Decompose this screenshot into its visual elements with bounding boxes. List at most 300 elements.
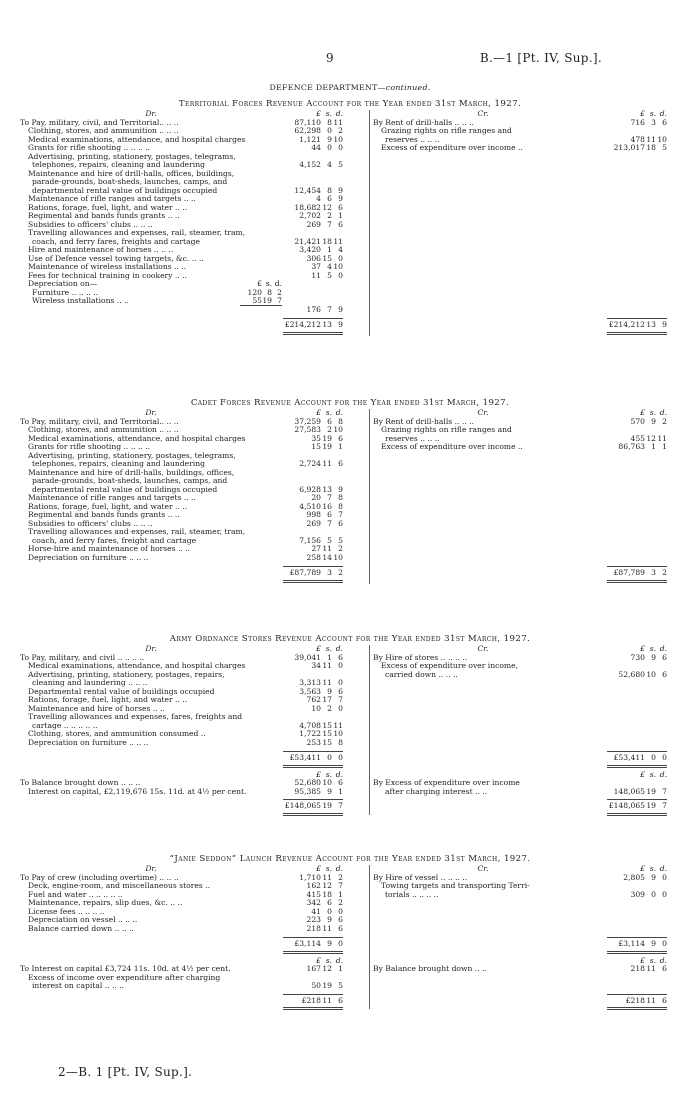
debit-ledger-row xyxy=(20,443,365,452)
entry-description: Fees for technical training in cookery .. .. xyxy=(28,271,187,280)
pence-value: d. xyxy=(335,864,343,873)
entry-description: Rations, forage, fuel, light, and water .. .. xyxy=(28,203,188,212)
entry-amount xyxy=(607,443,667,452)
account-section xyxy=(20,98,680,338)
entry-description: Depreciation on furniture .. .. .. xyxy=(28,553,149,562)
account-title: Cadet Forces Revenue Account for the Year ended 31st March, 1927. xyxy=(190,398,510,408)
shillings-value: 6 xyxy=(327,194,332,203)
entry-description: Advertising, printing, stationery, postages, telegrams, xyxy=(28,451,236,460)
shillings-value: 0 xyxy=(327,126,332,135)
entry-amount xyxy=(283,443,343,452)
pence-value: 2 xyxy=(338,898,343,907)
credit-ledger-row xyxy=(373,965,680,974)
entry-description: reserves .. .. .. xyxy=(385,135,440,144)
total-rule xyxy=(607,751,667,752)
pounds-value: 1,710 xyxy=(299,872,321,882)
account-title: Army Ordnance Stores Revenue Account for the Year ended 31st March, 1927. xyxy=(169,634,531,644)
pounds-value: 12,454 xyxy=(294,185,321,195)
entry-description: Regimental and bands funds grants .. .. xyxy=(28,212,180,220)
pence-value: 7 xyxy=(662,801,667,810)
department-suffix: —continued. xyxy=(377,83,431,92)
pounds-value: 34 xyxy=(311,661,321,670)
total-amount xyxy=(283,997,343,1006)
pounds-value: 86,763 xyxy=(618,442,645,451)
entry-amount xyxy=(283,925,343,934)
debit-ledger-row xyxy=(20,272,365,281)
debit-ledger-row xyxy=(20,221,365,230)
pence-value: 1 xyxy=(338,786,343,796)
pence-value: d. xyxy=(659,644,667,653)
shillings-value: 18 xyxy=(322,889,332,899)
credit-total-row xyxy=(373,802,680,811)
entry-amount xyxy=(607,891,667,900)
column-divider xyxy=(369,865,370,1009)
debit-ledger-row xyxy=(20,520,365,529)
entry-description: Towing targets and transporting Terri- xyxy=(381,882,530,890)
debit-ledger-row xyxy=(20,144,365,153)
total-rule xyxy=(283,566,343,567)
debit-ledger-row xyxy=(20,965,365,974)
pounds-value: 2,702 xyxy=(299,211,321,220)
pounds-value: 148,065 xyxy=(613,786,645,796)
shillings-value: 19 xyxy=(322,801,332,810)
total-double-rule xyxy=(283,332,343,335)
pence-value: 11 xyxy=(333,720,343,730)
debit-label: Dr. xyxy=(145,645,157,653)
pounds-value: 223 xyxy=(306,915,321,924)
shillings-value: 14 xyxy=(322,552,332,562)
shillings-value: 15 xyxy=(322,720,332,730)
pounds-value: £214,212 xyxy=(284,320,321,329)
shillings-value: 9 xyxy=(327,786,332,796)
pounds-value: £53,411 xyxy=(289,753,321,762)
pounds-value: £148,065 xyxy=(608,801,645,810)
shillings-value: 19 xyxy=(646,786,656,796)
pounds-value: 2,805 xyxy=(623,872,645,882)
pounds-value: £3,114 xyxy=(294,939,321,948)
entry-amount xyxy=(283,554,343,563)
pence-value: 0 xyxy=(338,703,343,713)
total-amount xyxy=(607,997,667,1006)
pence-value: 0 xyxy=(338,270,343,280)
entry-description: after charging interest .. .. xyxy=(385,787,488,796)
total-rule xyxy=(607,799,667,800)
shillings-value: 6 xyxy=(327,510,332,519)
shillings-value: s. xyxy=(649,864,656,873)
entry-description: Furniture .. .. .. .. xyxy=(32,288,99,297)
ledger-columns xyxy=(20,645,680,817)
department-title: DEFENCE DEPARTMENT xyxy=(269,83,378,92)
shillings-value: 12 xyxy=(322,881,332,890)
shillings-value: 4 xyxy=(327,262,332,271)
entry-description: cartage .. .. .. .. .. xyxy=(32,721,98,730)
entry-description: Advertising, printing, stationery, postages, telegrams, xyxy=(28,152,236,161)
debit-label: Dr. xyxy=(145,409,157,417)
pence-value: 0 xyxy=(338,143,343,152)
pence-value: 6 xyxy=(338,923,343,933)
credit-total-row xyxy=(373,940,680,949)
pence-value: d. xyxy=(274,279,282,288)
shillings-value: 1 xyxy=(651,442,656,451)
account-title: Territorial Forces Revenue Account for the Year ended 31st March, 1927. xyxy=(178,99,522,109)
debit-ledger-row xyxy=(20,306,365,315)
shillings-value: 11 xyxy=(322,678,332,687)
entry-description: License fees .. .. .. .. xyxy=(28,907,105,916)
pounds-value: 50 xyxy=(311,981,321,990)
pence-value: d. xyxy=(659,864,667,873)
entry-amount xyxy=(283,705,343,714)
entry-description: cleaning and laundering .. .. .. xyxy=(32,679,148,687)
entry-description: Maintenance and hire of drill-halls, offices, buildings, xyxy=(28,169,235,178)
shillings-value: s. xyxy=(325,408,332,417)
pence-value: 6 xyxy=(662,117,667,127)
shillings-value: s. xyxy=(649,408,656,417)
total-double-rule xyxy=(607,813,667,816)
currency-header-row xyxy=(373,771,680,780)
account-title: “Janie Seddon” Launch Revenue Account for the Year ended 31st March, 1927. xyxy=(169,854,531,864)
credit-total-row xyxy=(373,569,680,578)
pounds-value: 52,680 xyxy=(618,669,645,679)
pounds-value: 218 xyxy=(630,964,645,973)
entry-amount xyxy=(283,272,343,281)
pence-value: 0 xyxy=(338,753,343,762)
pence-value: 9 xyxy=(662,320,667,329)
pence-value: 10 xyxy=(333,552,343,562)
pounds-value: £ xyxy=(316,955,321,965)
shillings-value: 5 xyxy=(327,270,332,280)
pence-value: 10 xyxy=(333,262,343,271)
entry-description: Travelling allowances and expenses, rail, steamer, tram, xyxy=(28,528,246,536)
pence-value: 5 xyxy=(662,143,667,152)
shillings-value: s. xyxy=(325,644,332,653)
pounds-value: £ xyxy=(257,279,262,288)
entry-description: To Pay, military, and civil .. .. .. .. xyxy=(20,653,145,662)
pence-value: 1 xyxy=(338,442,343,451)
total-rule xyxy=(283,318,343,319)
currency-header xyxy=(607,771,667,780)
pounds-value: 87,110 xyxy=(294,117,321,127)
pence-value: 11 xyxy=(657,433,667,443)
shillings-value: 1 xyxy=(327,245,332,254)
credit-label: Cr. xyxy=(477,110,489,118)
entry-amount xyxy=(607,119,667,128)
pence-value: 6 xyxy=(338,459,343,468)
pence-value: 10 xyxy=(333,425,343,434)
pence-value: 6 xyxy=(338,652,343,662)
pounds-value: £ xyxy=(316,109,321,118)
pence-value: 11 xyxy=(333,236,343,246)
pence-value: 6 xyxy=(662,964,667,973)
shillings-value: 8 xyxy=(327,117,332,127)
credit-ledger-row xyxy=(373,144,680,153)
page-number: 9 xyxy=(326,51,334,65)
entry-description: parade-grounds, boat-sheds, launches, camps, and xyxy=(32,477,228,485)
account-section xyxy=(20,397,680,586)
pounds-value: £218 xyxy=(625,995,645,1005)
pence-value: d. xyxy=(335,955,343,965)
pence-value: 2 xyxy=(277,287,282,297)
debit-ledger-row xyxy=(20,280,365,289)
column-divider xyxy=(369,645,370,815)
shillings-value: 11 xyxy=(322,923,332,933)
debit-total-row xyxy=(20,802,365,811)
column-divider xyxy=(369,409,370,584)
pounds-value: 218 xyxy=(306,923,321,933)
shillings-value: 7 xyxy=(327,304,332,314)
pence-value: 6 xyxy=(662,995,667,1005)
pounds-value: 4 xyxy=(316,194,321,203)
pence-value: 6 xyxy=(662,669,667,679)
total-double-rule xyxy=(283,951,343,954)
pounds-value: 55 xyxy=(252,296,262,305)
entry-description: reserves .. .. .. xyxy=(385,434,440,443)
pence-value: 7 xyxy=(338,695,343,704)
entry-amount xyxy=(283,965,343,974)
total-amount xyxy=(283,802,343,811)
credit-ledger-row xyxy=(373,654,680,663)
entry-amount xyxy=(283,788,343,797)
pence-value: 9 xyxy=(338,304,343,314)
pence-value: 7 xyxy=(662,786,667,796)
pence-value: 6 xyxy=(338,433,343,443)
shillings-value: 7 xyxy=(327,219,332,229)
debit-ledger-row xyxy=(20,788,365,797)
credit-total-row xyxy=(373,754,680,763)
debit-ledger-row xyxy=(20,982,365,991)
entry-amount xyxy=(607,788,667,797)
shillings-value: 11 xyxy=(322,872,332,882)
total-amount xyxy=(607,802,667,811)
pence-value: 7 xyxy=(338,801,343,810)
entry-description: departmental rental value of buildings occupied xyxy=(32,485,218,494)
shillings-value: 16 xyxy=(322,501,332,511)
entry-description: Advertising, printing, stationery, postages, repairs, xyxy=(28,670,225,679)
shillings-value: 19 xyxy=(322,433,332,443)
entry-description: To Pay, military, civil, and Territorial.. .. .. xyxy=(20,118,179,127)
pounds-value: £218 xyxy=(301,995,321,1005)
entry-amount xyxy=(607,654,667,663)
total-amount xyxy=(607,754,667,763)
pounds-value: 3,420 xyxy=(299,245,321,254)
entry-amount xyxy=(283,520,343,529)
credit-ledger-row xyxy=(373,671,680,680)
entry-amount xyxy=(283,161,343,170)
pounds-value: £ xyxy=(640,769,645,779)
entry-description: By Rent of drill-halls .. .. .. xyxy=(373,417,474,426)
entry-description: Medical examinations, attendance, and hospital charges xyxy=(28,434,246,443)
shillings-value: 17 xyxy=(322,695,332,704)
pounds-value: 415 xyxy=(306,889,321,899)
document-reference: B.—1 [Pt. IV, Sup.]. xyxy=(479,51,602,65)
shillings-value: s. xyxy=(649,644,656,653)
shillings-value: 3 xyxy=(651,568,656,577)
shillings-value: 19 xyxy=(262,296,272,305)
entry-description: Horse-hire and maintenance of horses .. .. xyxy=(28,545,191,553)
ledger-columns xyxy=(20,409,680,586)
credit-ledger-row xyxy=(373,443,680,452)
entry-description: Regimental and bands funds grants .. .. xyxy=(28,511,180,519)
pence-value: 0 xyxy=(338,939,343,948)
pounds-value: 342 xyxy=(306,898,321,907)
pounds-value: 6,928 xyxy=(299,484,321,494)
entry-description: Medical examinations, attendance, and hospital charges xyxy=(28,662,246,670)
pounds-value: 52,680 xyxy=(294,778,321,787)
total-rule xyxy=(283,994,343,995)
shillings-value: 15 xyxy=(322,729,332,738)
entry-description: departmental rental value of buildings occupied xyxy=(32,186,218,195)
entry-description: interest on capital .. .. .. xyxy=(32,982,125,990)
pence-value: 0 xyxy=(662,939,667,948)
debit-total-row xyxy=(20,940,365,949)
pounds-value: 41 xyxy=(311,906,321,916)
pounds-value: 269 xyxy=(306,518,321,528)
debit-ledger-row xyxy=(20,289,365,298)
entry-description: Grants for rifle shooting .. .. .. .. xyxy=(28,144,151,152)
debit-ledger-row xyxy=(20,739,365,748)
pounds-value: 3,313 xyxy=(299,678,321,687)
pence-value: 0 xyxy=(662,753,667,762)
pence-value: 1 xyxy=(338,211,343,220)
debit-total-row xyxy=(20,754,365,763)
total-double-rule xyxy=(283,813,343,816)
shillings-value: 9 xyxy=(651,652,656,662)
pence-value: 6 xyxy=(338,915,343,924)
entry-description: By Hire of stores .. .. .. .. xyxy=(373,653,468,662)
pounds-value: 213,017 xyxy=(613,143,645,152)
debit-total-row xyxy=(20,321,365,330)
shillings-value: 10 xyxy=(646,669,656,679)
pounds-value: 306 xyxy=(306,253,321,263)
pence-value: 6 xyxy=(338,202,343,212)
shillings-value: s. xyxy=(325,955,332,965)
entry-description: By Rent of drill-halls .. .. .. xyxy=(373,118,474,127)
shillings-value: s. xyxy=(265,279,272,288)
pence-value: 1 xyxy=(662,442,667,451)
entry-amount xyxy=(607,671,667,680)
pence-value: 5 xyxy=(338,160,343,169)
pounds-value: 570 xyxy=(630,416,645,426)
entry-description: Hire and maintenance of horses .. .. .. xyxy=(28,246,174,254)
pence-value: d. xyxy=(659,955,667,965)
total-amount xyxy=(283,940,343,949)
pounds-value: £148,065 xyxy=(284,801,321,810)
pounds-value: 4,708 xyxy=(299,720,321,730)
pounds-value: 1,121 xyxy=(299,134,321,144)
pounds-value: 7,156 xyxy=(299,535,321,545)
pence-value: 0 xyxy=(338,906,343,916)
department-heading xyxy=(0,84,700,93)
pounds-value: 478 xyxy=(630,134,645,144)
subtotal-rule xyxy=(240,305,282,306)
entry-description: telephones, repairs, cleaning and laundering xyxy=(32,460,205,468)
pence-value: 2 xyxy=(338,544,343,553)
pounds-value: 37 xyxy=(311,262,321,271)
entry-description: Wireless installations .. .. xyxy=(32,297,129,305)
pounds-value: 162 xyxy=(306,881,321,890)
pence-value: 2 xyxy=(662,568,667,577)
total-amount xyxy=(607,321,667,330)
pounds-value: £ xyxy=(640,408,645,417)
entry-description: carried down .. .. .. xyxy=(385,670,458,679)
entry-description: To Pay, military, civil, and Territorial.. .. .. xyxy=(20,417,179,426)
ledger-columns xyxy=(20,865,680,1011)
entry-amount xyxy=(283,144,343,153)
pence-value: 9 xyxy=(338,320,343,329)
entry-description: Rations, forage, fuel, light, and water .. .. xyxy=(28,696,188,704)
pounds-value: 258 xyxy=(306,552,321,562)
total-double-rule xyxy=(283,765,343,768)
shillings-value: 18 xyxy=(646,143,656,152)
pounds-value: 35 xyxy=(311,433,321,443)
total-double-rule xyxy=(607,332,667,335)
pounds-value: £ xyxy=(316,408,321,417)
shillings-value: 19 xyxy=(322,442,332,451)
debit-ledger-row xyxy=(20,662,365,671)
pence-value: d. xyxy=(335,769,343,779)
pounds-value: 27,583 xyxy=(294,425,321,434)
shillings-value: 8 xyxy=(327,185,332,195)
total-rule xyxy=(607,937,667,938)
pounds-value: 95,385 xyxy=(294,786,321,796)
pence-value: 2 xyxy=(338,568,343,577)
shillings-value: 0 xyxy=(327,753,332,762)
pence-value: 5 xyxy=(338,981,343,990)
shillings-value: 11 xyxy=(322,544,332,553)
entry-description: By Hire of vessel .. .. .. .. xyxy=(373,873,468,882)
total-double-rule xyxy=(283,580,343,583)
entry-amount xyxy=(607,874,667,883)
pence-value: 11 xyxy=(333,117,343,127)
shillings-value: 0 xyxy=(327,143,332,152)
total-double-rule xyxy=(283,1007,343,1010)
entry-description: To Interest on capital £3,724 11s. 10d. at 4½ per cent. xyxy=(20,965,231,973)
pounds-value: 269 xyxy=(306,219,321,229)
pence-value: 6 xyxy=(338,686,343,696)
shillings-value: 4 xyxy=(327,160,332,169)
pence-value: 4 xyxy=(338,245,343,254)
pence-value: 9 xyxy=(338,484,343,494)
credit-label: Cr. xyxy=(477,409,489,417)
entry-description: Depreciation on furniture .. .. .. xyxy=(28,738,149,747)
total-rule xyxy=(607,566,667,567)
entry-description: Depreciation on— xyxy=(28,280,98,288)
debit-ledger-row xyxy=(20,460,365,469)
pounds-value: 455 xyxy=(630,433,645,443)
entry-description: Travelling allowances and expenses, rail, steamer, tram, xyxy=(28,229,246,237)
pence-value: 1 xyxy=(338,889,343,899)
total-amount xyxy=(283,754,343,763)
pence-value: 0 xyxy=(338,678,343,687)
entry-description: By Excess of expenditure over income xyxy=(373,779,520,787)
pence-value: 10 xyxy=(333,729,343,738)
shillings-value: 9 xyxy=(327,686,332,696)
entry-description: Grazing rights on rifle ranges and xyxy=(381,127,512,135)
debit-ledger-row xyxy=(20,925,365,934)
shillings-value: 9 xyxy=(651,416,656,426)
shillings-value: 2 xyxy=(327,425,332,434)
pounds-value: 62,298 xyxy=(294,126,321,135)
entry-description: Maintenance, repairs, slip dues, &c. .. .. xyxy=(28,899,183,907)
pounds-value: 10 xyxy=(311,703,321,713)
credit-total-row xyxy=(373,997,680,1006)
pence-value: 8 xyxy=(338,501,343,511)
debit-label: Dr. xyxy=(145,110,157,118)
ledger-columns xyxy=(20,110,680,338)
pounds-value: 309 xyxy=(630,889,645,899)
shillings-value: 9 xyxy=(651,939,656,948)
entry-description: Grants for rifle shooting .. .. .. .. xyxy=(28,443,151,451)
shillings-value: 0 xyxy=(651,753,656,762)
